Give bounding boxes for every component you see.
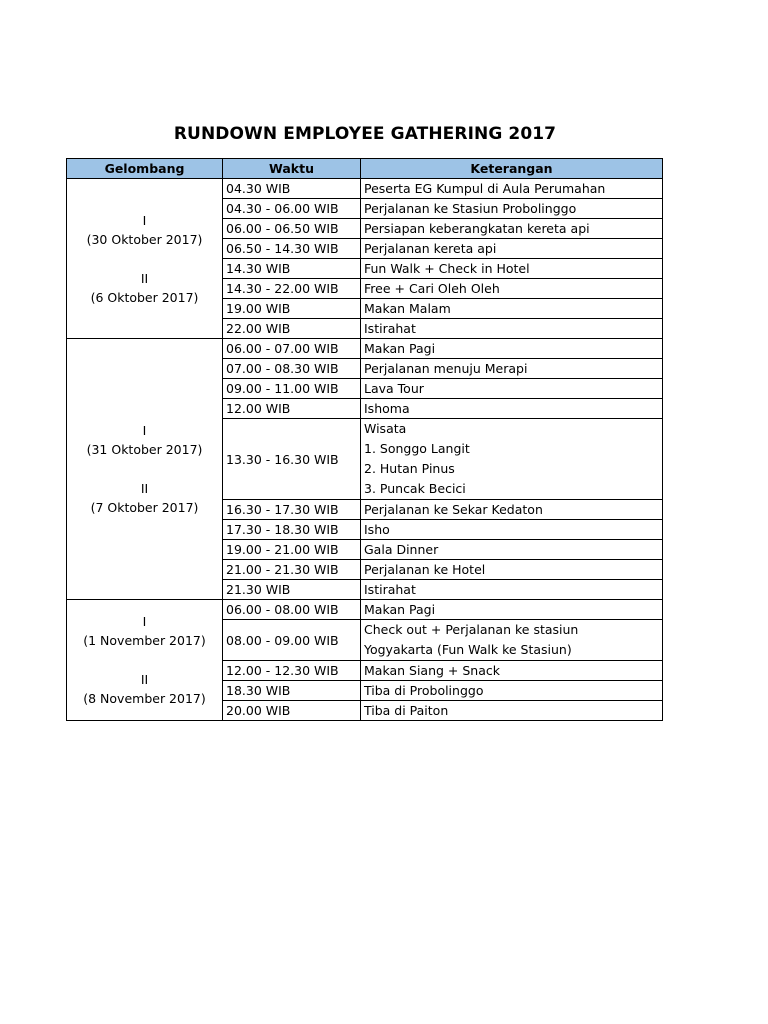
gelombang-line: II — [140, 270, 149, 286]
keterangan-line: Check out + Perjalanan ke stasiun — [364, 622, 579, 637]
keterangan-line: Yogyakarta (Fun Walk ke Stasiun) — [364, 642, 572, 657]
keterangan-line: 2. Hutan Pinus — [364, 461, 455, 476]
keterangan-cell: Tiba di Paiton — [361, 701, 663, 721]
waktu-cell: 14.30 WIB — [223, 259, 361, 279]
gelombang-line: I — [142, 614, 147, 629]
keterangan-cell: Tiba di Probolinggo — [361, 681, 663, 701]
header-keterangan: Keterangan — [361, 159, 663, 179]
gelombang-spacer — [70, 459, 219, 479]
keterangan-cell: Lava Tour — [361, 379, 663, 399]
keterangan-cell: Fun Walk + Check in Hotel — [361, 259, 663, 279]
waktu-cell: 17.30 - 18.30 WIB — [223, 520, 361, 540]
keterangan-cell: Perjalanan kereta api — [361, 239, 663, 259]
waktu-cell: 18.30 WIB — [223, 681, 361, 701]
keterangan-cell: Makan Pagi — [361, 339, 663, 359]
waktu-cell: 12.00 - 12.30 WIB — [223, 661, 361, 681]
table-body — [67, 179, 663, 721]
gelombang-line: (8 November 2017) — [83, 691, 206, 706]
gelombang-line: (30 Oktober 2017) — [86, 231, 203, 247]
table-row — [67, 339, 663, 359]
waktu-cell: 06.00 - 07.00 WIB — [223, 339, 361, 359]
keterangan-cell: Istirahat — [361, 580, 663, 600]
waktu-cell: 08.00 - 09.00 WIB — [223, 620, 361, 661]
table-row — [67, 600, 663, 620]
document-title: RUNDOWN EMPLOYEE GATHERING 2017 — [173, 124, 557, 144]
gelombang-spacer — [70, 249, 219, 269]
gelombang-cell — [67, 179, 223, 339]
header-gelombang: Gelombang — [67, 159, 223, 179]
gelombang-line: I — [142, 212, 147, 228]
waktu-cell: 19.00 WIB — [223, 299, 361, 319]
table-header-row — [67, 159, 663, 179]
waktu-cell: 12.00 WIB — [223, 399, 361, 419]
waktu-cell: 13.30 - 16.30 WIB — [223, 419, 361, 500]
keterangan-line: Wisata — [364, 421, 407, 436]
gelombang-spacer — [70, 650, 219, 670]
waktu-cell: 20.00 WIB — [223, 701, 361, 721]
keterangan-cell: Makan Malam — [361, 299, 663, 319]
table-row — [67, 179, 663, 199]
waktu-cell: 06.00 - 06.50 WIB — [223, 219, 361, 239]
keterangan-cell — [361, 620, 663, 661]
gelombang-cell — [67, 600, 223, 721]
waktu-cell: 16.30 - 17.30 WIB — [223, 500, 361, 520]
keterangan-cell: Ishoma — [361, 399, 663, 419]
keterangan-line: 1. Songgo Langit — [364, 441, 470, 456]
keterangan-cell: Makan Siang + Snack — [361, 661, 663, 681]
waktu-cell: 04.30 WIB — [223, 179, 361, 199]
keterangan-cell: Gala Dinner — [361, 540, 663, 560]
gelombang-line: (31 Oktober 2017) — [86, 442, 203, 457]
waktu-cell: 04.30 - 06.00 WIB — [223, 199, 361, 219]
gelombang-line: (1 November 2017) — [83, 633, 206, 648]
gelombang-line: II — [140, 481, 149, 496]
keterangan-cell: Perjalanan menuju Merapi — [361, 359, 663, 379]
waktu-cell: 06.00 - 08.00 WIB — [223, 600, 361, 620]
keterangan-cell: Isho — [361, 520, 663, 540]
keterangan-cell: Free + Cari Oleh Oleh — [361, 279, 663, 299]
waktu-cell: 19.00 - 21.00 WIB — [223, 540, 361, 560]
keterangan-cell: Perjalanan ke Hotel — [361, 560, 663, 580]
gelombang-line: II — [140, 672, 149, 687]
header-waktu: Waktu — [223, 159, 361, 179]
keterangan-cell: Istirahat — [361, 319, 663, 339]
waktu-cell: 07.00 - 08.30 WIB — [223, 359, 361, 379]
keterangan-cell: Makan Pagi — [361, 600, 663, 620]
rundown-table — [66, 158, 663, 721]
gelombang-line: I — [142, 423, 147, 438]
gelombang-line: (7 Oktober 2017) — [90, 500, 199, 515]
waktu-cell: 09.00 - 11.00 WIB — [223, 379, 361, 399]
keterangan-cell: Perjalanan ke Stasiun Probolinggo — [361, 199, 663, 219]
waktu-cell: 21.00 - 21.30 WIB — [223, 560, 361, 580]
gelombang-line: (6 Oktober 2017) — [90, 289, 199, 305]
keterangan-cell — [361, 419, 663, 500]
waktu-cell: 14.30 - 22.00 WIB — [223, 279, 361, 299]
waktu-cell: 06.50 - 14.30 WIB — [223, 239, 361, 259]
keterangan-line: 3. Puncak Becici — [364, 481, 466, 496]
keterangan-cell: Persiapan keberangkatan kereta api — [361, 219, 663, 239]
keterangan-cell: Peserta EG Kumpul di Aula Perumahan — [361, 179, 663, 199]
keterangan-cell: Perjalanan ke Sekar Kedaton — [361, 500, 663, 520]
waktu-cell: 21.30 WIB — [223, 580, 361, 600]
gelombang-cell — [67, 339, 223, 600]
waktu-cell: 22.00 WIB — [223, 319, 361, 339]
